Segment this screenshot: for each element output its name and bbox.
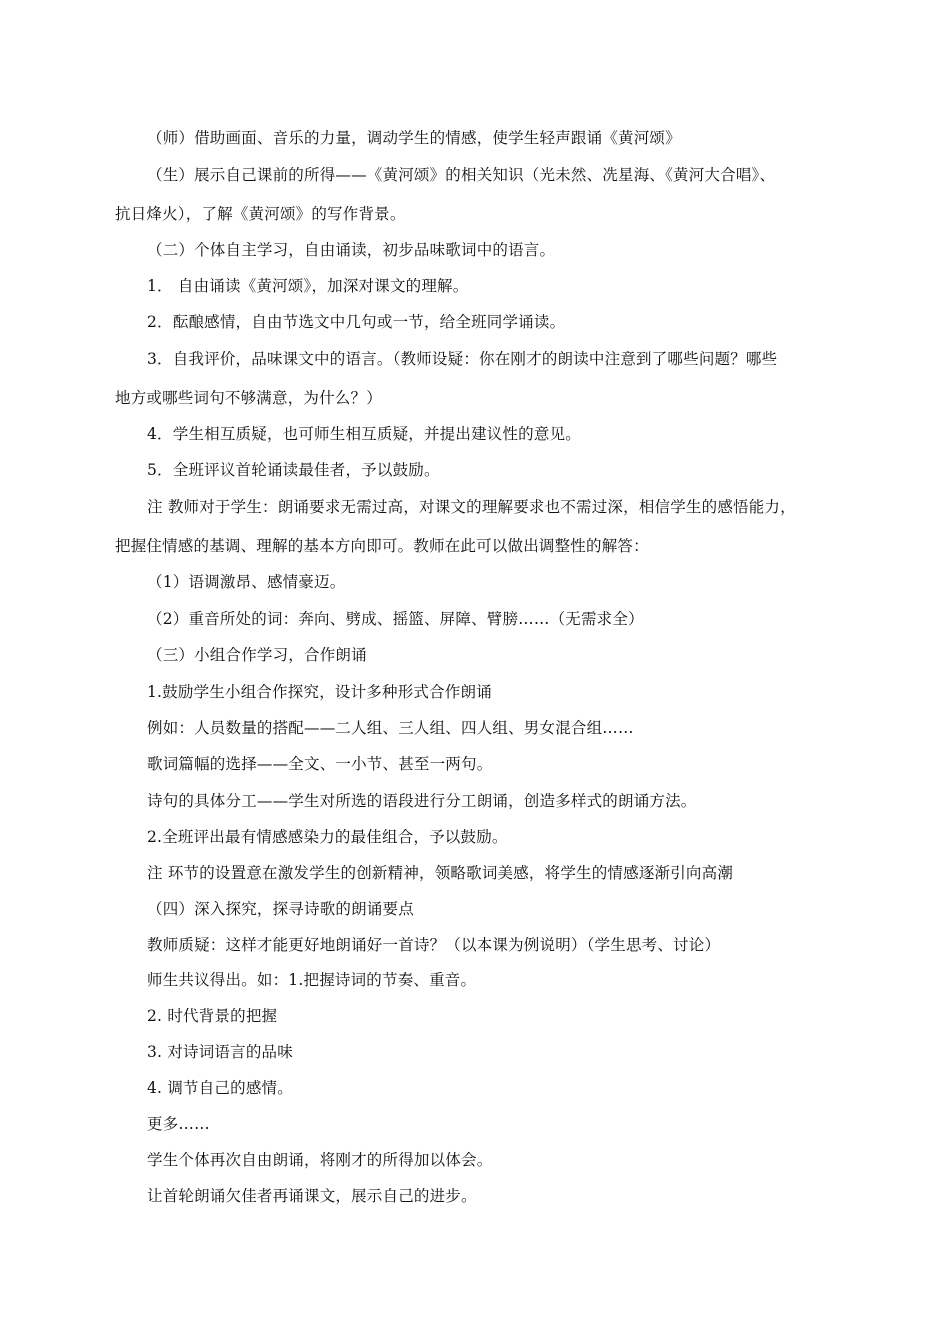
list-item: 5．全班评议首轮诵读最佳者，予以鼓励。 bbox=[147, 461, 440, 479]
paragraph-line: 地方或哪些词句不够满意，为什么？） bbox=[115, 389, 382, 407]
list-item: （2）重音所处的词：奔向、劈成、摇篮、屏障、臂膀……（无需求全） bbox=[147, 610, 644, 628]
paragraph-line: 把握住情感的基调、理解的基本方向即可。教师在此可以做出调整性的解答： bbox=[115, 537, 649, 555]
paragraph-line: 歌词篇幅的选择——全文、一小节、甚至一两句。 bbox=[147, 755, 493, 773]
note-line: 注 教师对于学生：朗诵要求无需过高，对课文的理解要求也不需过深，相信学生的感悟能力， bbox=[147, 498, 796, 516]
paragraph-line: 让首轮朗诵欠佳者再诵课文，展示自己的进步。 bbox=[147, 1187, 477, 1205]
paragraph-line: 更多…… bbox=[147, 1115, 210, 1133]
paragraph-line: 抗日烽火），了解《黄河颂》的写作背景。 bbox=[115, 205, 406, 223]
list-item: 1.鼓励学生小组合作探究，设计多种形式合作朗诵 bbox=[147, 683, 492, 701]
paragraph-line: 教师质疑：这样才能更好地朗诵好一首诗？（以本课为例说明）（学生思考、讨论） bbox=[147, 936, 721, 954]
list-item: （1）语调激昂、感情豪迈。 bbox=[147, 573, 346, 591]
list-item: 4. 调节自己的感情。 bbox=[147, 1079, 293, 1097]
paragraph-line: 例如：人员数量的搭配——二人组、三人组、四人组、男女混合组…… bbox=[147, 719, 634, 737]
list-item: 3. 对诗词语言的品味 bbox=[147, 1043, 293, 1061]
list-item: 4．学生相互质疑，也可师生相互质疑，并提出建议性的意见。 bbox=[147, 425, 581, 443]
section-heading: （三）小组合作学习，合作朗诵 bbox=[147, 646, 367, 664]
paragraph-line: 师生共议得出。如：1.把握诗词的节奏、重音。 bbox=[147, 971, 477, 989]
paragraph-line: 学生个体再次自由朗诵，将刚才的所得加以体会。 bbox=[147, 1151, 493, 1169]
note-line: 注 环节的设置意在激发学生的创新精神，领略歌词美感，将学生的情感逐渐引向高潮 bbox=[147, 864, 734, 882]
paragraph-line: （师）借助画面、音乐的力量，调动学生的情感，使学生轻声跟诵《黄河颂》 bbox=[147, 129, 681, 147]
section-heading: （四）深入探究，探寻诗歌的朗诵要点 bbox=[147, 900, 414, 918]
list-item: 3．自我评价，品味课文中的语言。（教师设疑：你在刚才的朗读中注意到了哪些问题？哪些 bbox=[147, 350, 778, 368]
section-heading: （二）个体自主学习，自由诵读，初步品味歌词中的语言。 bbox=[147, 241, 556, 259]
list-item: 2. 时代背景的把握 bbox=[147, 1007, 278, 1025]
paragraph-line: 诗句的具体分工——学生对所选的语段进行分工朗诵，创造多样式的朗诵方法。 bbox=[147, 792, 697, 810]
list-item: 2.全班评出最有情感感染力的最佳组合，予以鼓励。 bbox=[147, 828, 508, 846]
paragraph-line: （生）展示自己课前的所得——《黄河颂》的相关知识（光未然、冼星海、《黄河大合唱》、 bbox=[147, 166, 776, 184]
list-item: 2．酝酿感情，自由节选文中几句或一节，给全班同学诵读。 bbox=[147, 313, 566, 331]
list-item: 1． 自由诵读《黄河颂》，加深对课文的理解。 bbox=[147, 277, 469, 295]
